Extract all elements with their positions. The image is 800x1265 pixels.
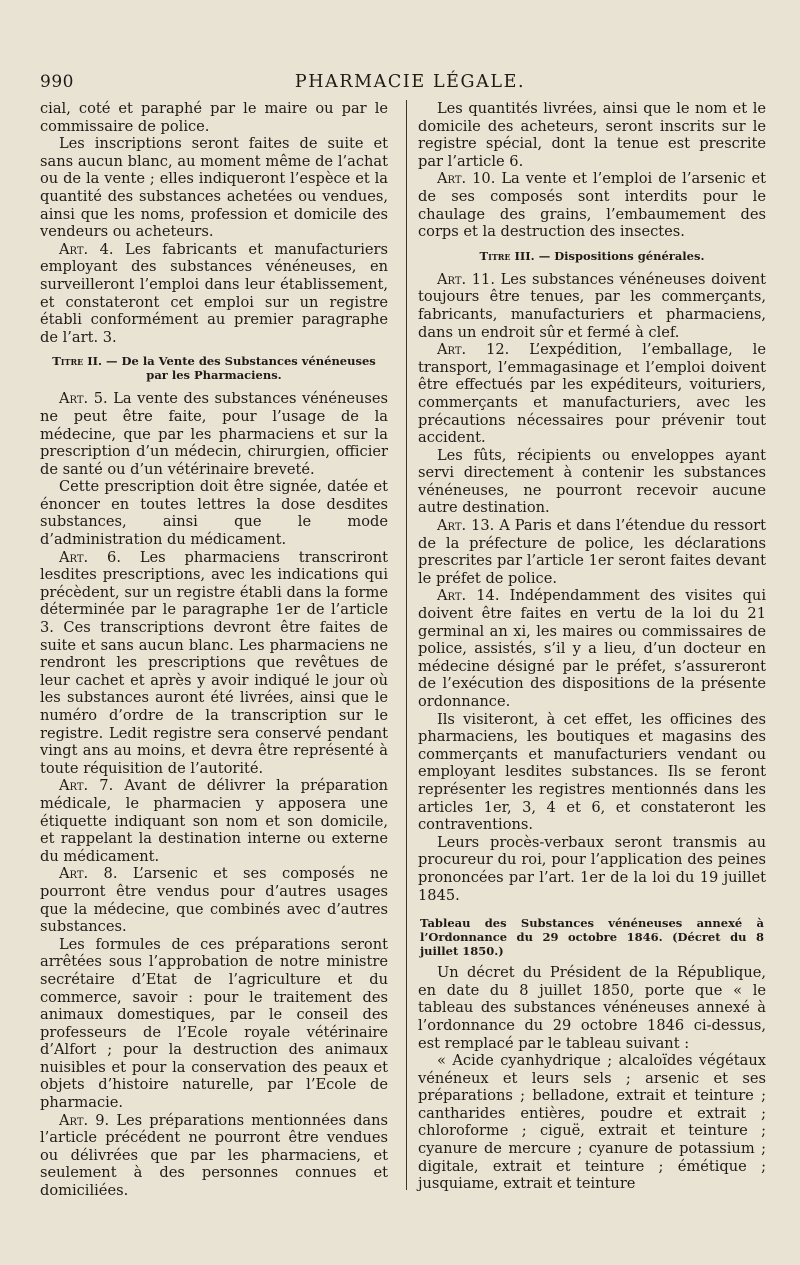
paragraph-text: Les fûts, récipients ou enveloppes ayant servi directement à contenir les substances vénéneuses, ne pourront recevoir aucune autre destination.: [418, 446, 766, 517]
paragraph-text: Les inscriptions seront faites de suite et sans aucun blanc, au moment même de l’achat ou de la vente ; elles indiqueront l’espèce et la quantité des substances achetées ou vendues, ainsi que les noms, profession et domicile des vendeurs ou acheteurs.: [40, 135, 388, 241]
paragraph: [418, 100, 766, 170]
running-head: [40, 72, 780, 96]
article-paragraph: [418, 271, 766, 341]
article-number: Art. 14.: [436, 587, 500, 605]
article-paragraph: [40, 549, 388, 778]
article-paragraph: [418, 341, 766, 447]
paragraph-text: Les substances vénéneuses doivent toujours être tenues, par les commerçants, fabricants, manufacturiers et pharmaciens, dans un endroit sûr et fermé à clef.: [418, 270, 767, 341]
paragraph-text: La vente et l’emploi de l’arsenic et de ses composés sont interdits pour le chaulage des grains, l’embaumement des corps et la destruction des insectes.: [418, 170, 766, 241]
paragraph-text: Les préparations mentionnées dans l’article précédent ne pourront être vendues ou délivrées que par les pharmaciens, et seulement à des personnes connues et domiciliées.: [40, 1111, 388, 1200]
article-number: Art. 6.: [58, 548, 121, 566]
article-paragraph: [40, 390, 388, 478]
paragraph-text: Indépendamment des visites qui doivent être faites en vertu de la loi du 21 germinal an xi, les maires ou commissaires de police, assistés, s’il y a lieu, d’un docteur en médecine désigné par le préfet, s’assureront de l’exécution des dispositions de la présente ordonnance.: [418, 587, 766, 710]
article-paragraph: [40, 241, 388, 347]
paragraph: [40, 936, 388, 1112]
article-paragraph: [418, 517, 766, 587]
column-divider: [406, 100, 407, 1190]
article-number: Art. 12.: [436, 341, 510, 359]
paragraph: [418, 964, 766, 1052]
paragraph: [418, 834, 766, 904]
article-paragraph: [40, 777, 388, 865]
page-number: 990: [40, 72, 74, 92]
article-paragraph: [40, 1112, 388, 1200]
article-number: Art. 7.: [58, 777, 114, 795]
running-title: PHARMACIE LÉGALE.: [294, 72, 526, 92]
paragraph: [40, 100, 388, 135]
article-paragraph: [40, 865, 388, 935]
section-heading: [46, 354, 382, 382]
paragraph: [418, 447, 766, 517]
article-number: Art. 10.: [436, 170, 496, 188]
article-paragraph: [418, 587, 766, 710]
section-heading-text: — De la Vente des Substances vénéneuses par les Pharmaciens.: [106, 354, 376, 383]
paragraph: [40, 478, 388, 548]
left-column: [40, 100, 388, 1200]
paragraph-text: Les quantités livrées, ainsi que le nom et le domicile des acheteurs, seront inscrits sur le registre spécial, dont la tenue est prescrite par l’article 6.: [418, 100, 766, 170]
paragraph-text: Leurs procès-verbaux seront transmis au procureur du roi, pour l’application des peines prononcées par l’art. 1er de la loi du 19 juillet 1845.: [418, 833, 766, 904]
paragraph-text: Les fabricants et manufacturiers employant des substances vénéneuses, en surveilleront l’emploi dans leur établissement, et constateront cet emploi sur un registre établi conformément au premier paragraphe de l’art. 3.: [40, 240, 388, 346]
article-number: Art. 8.: [58, 865, 118, 883]
section-number: Titre II.: [52, 354, 103, 369]
paragraph-text: Un décret du Président de la République, en date du 8 juillet 1850, porte que « le tableau des substances vénéneuses annexé à l’ordonnance du 29 octobre 1846 ci-dessus, est remplacé par le tableau suivant :: [418, 964, 766, 1052]
article-number: Art. 13.: [436, 517, 495, 535]
section-heading-text: — Dispositions générales.: [538, 248, 705, 263]
paragraph: [40, 135, 388, 241]
paragraph-text: Cette prescription doit être signée, datée et énoncer en toutes lettres la dose desdites substances, ainsi que le mode d’administration du médicament.: [40, 478, 388, 549]
paragraph-text: cial, coté et paraphé par le maire ou par le commissaire de police.: [40, 100, 388, 135]
article-number: Art. 9.: [58, 1111, 110, 1129]
section-heading: [424, 249, 760, 263]
article-number: Art. 11.: [436, 270, 495, 288]
paragraph-text: Avant de délivrer la préparation médicale, le pharmacien y apposera une étiquette indiquant son nom et son domicile, et rappelant la destination interne ou externe du médicament.: [40, 777, 389, 865]
article-number: Art. 4.: [58, 240, 114, 258]
article-paragraph: [418, 170, 766, 240]
paragraph-text: Les pharmaciens transcriront lesdites prescriptions, avec les indications qui précèdent, sur un registre établi dans la forme déterminée par le paragraphe 1er de l’article 3. Ces transcriptions devront être faites de suite et sans aucun blanc. Les pharmaciens ne rendront les prescriptions que revêtues de leur cachet et après y avoir indiqué le jour où les substances auront été livrées, ainsi que le numéro d’ordre de la transcription sur le registre. Ledit registre sera conservé pendant vingt ans au moins, et devra être représenté à toute réquisition de l’autorité.: [40, 548, 388, 777]
section-number: Titre III.: [479, 248, 535, 263]
paragraph-text: Ils visiteront, à cet effet, les officines des pharmaciens, les boutiques et magasins des commerçants et manufacturiers vendant ou employant lesdites substances. Ils se feront représenter les registres mentionnés dans les articles 1er, 3, 4 et 6, et constateront les contraventions.: [418, 710, 766, 834]
paragraph-text: Les formules de ces préparations seront arrêtées sous l’approbation de notre ministre secrétaire d’Etat de l’agriculture et du commerce, savoir : pour le traitement des animaux domestiques, par le conseil des professeurs de l’Ecole royale vétérinaire d’Alfort ; pour la destruction des animaux nuisibles et pour la conservation des peaux et objets d’histoire naturelle, par l’Ecole de pharmacie.: [40, 935, 388, 1112]
paragraph-text: L’arsenic et ses composés ne pourront être vendus pour d’autres usages que la médecine, que combinés avec d’autres substances.: [40, 865, 388, 936]
paragraph-text: L’expédition, l’emballage, le transport, l’emmagasinage et l’emploi doivent être effectués par les expéditeurs, voituriers, commerçants et manufacturiers, avec les précautions nécessaires pour prévenir tout accident.: [418, 341, 766, 447]
right-column: [418, 100, 766, 1193]
paragraph-text: « Acide cyanhydrique ; alcaloïdes végétaux vénéneux et leurs sels ; arsenic et ses préparations ; belladone, extrait et teinture ; cantharides entières, poudre et extrait ; chloroforme ; ciguë, extrait et teinture ; cyanure de mercure ; cyanure de potassium ; digitale, extrait et teinture ; émétique ; jusquiame, extrait et teinture: [418, 1052, 766, 1193]
paragraph-text: A Paris et dans l’étendue du ressort de la préfecture de police, les déclarations prescrites par l’article 1er seront faites devant le préfet de police.: [418, 517, 766, 587]
paragraph-text: La vente des substances vénéneuses ne peut être faite, pour l’usage de la médecine, que par les pharmaciens et sur la prescription d’un médecin, chirurgien, officier de santé ou d’un vétérinaire breveté.: [40, 390, 389, 478]
article-number: Art. 5.: [58, 390, 108, 408]
paragraph: [418, 1052, 766, 1193]
paragraph: [418, 711, 766, 834]
table-caption: Tableau des Substances vénéneuses annexé à l’Ordonnance du 29 octobre 1846. (Décret du 8 juillet 1850.): [420, 916, 764, 959]
